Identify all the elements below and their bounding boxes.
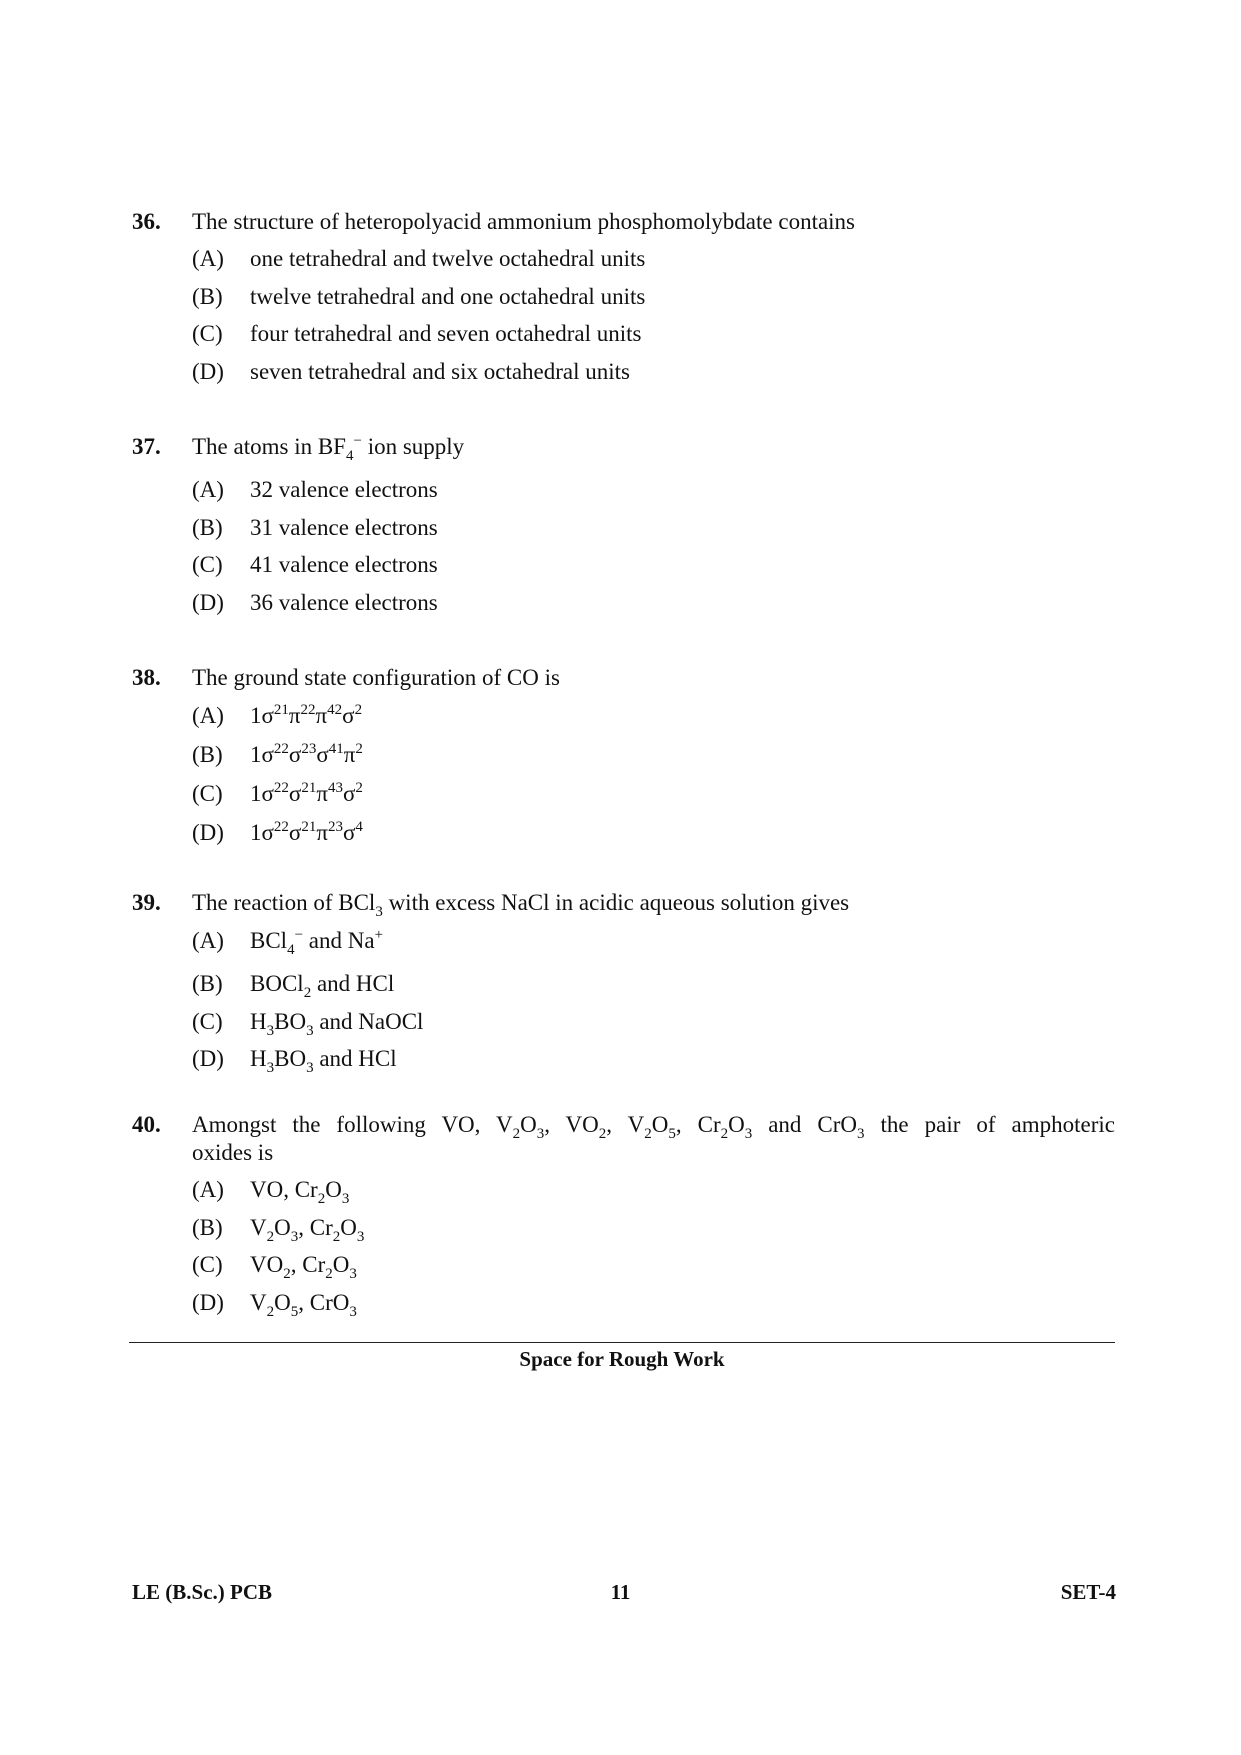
- option-text: $H_3BO_3$ and HCl: [250, 1046, 397, 1076]
- option-text: seven tetrahedral and six octahedral units: [250, 358, 630, 384]
- option-c: [132, 546, 1115, 584]
- option-label: (D): [192, 1046, 224, 1071]
- option-d: [132, 353, 1115, 391]
- option-label: (A): [192, 703, 224, 728]
- option-c: [132, 315, 1115, 353]
- option-b: [132, 735, 1115, 774]
- option-a: [132, 240, 1115, 278]
- option-d: [132, 1040, 1115, 1078]
- option-label: (B): [192, 742, 223, 767]
- option-label: (C): [192, 1252, 223, 1277]
- option-c: [132, 774, 1115, 813]
- question-text: Amongst the following VO, $V_2O_3$, $VO_2$, $V_2O_5$, $Cr_2O_3$ and CrO$_3$ the pair of amphoteric: [192, 1112, 1115, 1142]
- option-label: (D): [192, 820, 224, 845]
- option-text: one tetrahedral and twelve octahedral units: [250, 246, 646, 271]
- option-text: four tetrahedral and seven octahedral units: [250, 321, 642, 346]
- option-c: [132, 1003, 1115, 1041]
- question-38: [132, 664, 1115, 852]
- option-label: (B): [192, 1214, 223, 1240]
- footer-set-code: SET-4: [1060, 1580, 1116, 1604]
- option-label: (B): [192, 514, 223, 540]
- option-label: (B): [192, 971, 223, 996]
- option-b: [132, 1209, 1115, 1247]
- option-text: 32 valence electrons: [250, 477, 438, 502]
- option-d: [132, 1284, 1115, 1322]
- option-b: [132, 509, 1115, 547]
- option-b: [132, 965, 1115, 1003]
- question-text-continued: oxides is: [192, 1140, 274, 1165]
- option-label: (B): [192, 283, 223, 309]
- option-d: [132, 584, 1115, 622]
- option-label: (C): [192, 321, 223, 346]
- option-a: [132, 471, 1115, 509]
- footer-page-number: 11: [610, 1580, 631, 1604]
- option-text: BOCl$_2$ and HCl: [250, 971, 395, 1001]
- question-number: 40.: [132, 1112, 161, 1137]
- option-label: (A): [192, 928, 224, 953]
- question-number: 38.: [132, 665, 161, 690]
- question-text: The reaction of BCl$_3$ with excess NaCl in acidic aqueous solution gives: [192, 890, 850, 920]
- option-a: [132, 1171, 1115, 1209]
- option-text: $1\sigma^{21}\pi^{22}\pi^{42}\sigma^2$: [250, 702, 363, 728]
- option-c: [132, 1246, 1115, 1284]
- option-d: [132, 813, 1115, 852]
- question-text: The atoms in $BF_4^-$ ion supply: [192, 433, 465, 464]
- option-text: $H_3BO_3$ and NaOCl: [250, 1008, 424, 1039]
- option-text: VO, $Cr_2O_3$: [250, 1177, 350, 1207]
- rough-work-divider: [129, 1342, 1115, 1343]
- option-text: twelve tetrahedral and one octahedral units: [250, 283, 646, 309]
- option-text: BCl$_4$− and Na+: [250, 927, 384, 958]
- question-40: [132, 1111, 1115, 1321]
- option-label: (D): [192, 358, 224, 384]
- option-label: (C): [192, 1008, 223, 1034]
- option-label: (D): [192, 1289, 224, 1315]
- option-a: [132, 696, 1115, 735]
- option-text: $1\sigma^{22}\sigma^{21}\pi^{43}\sigma^2$: [250, 780, 363, 806]
- footer-exam-code: LE (B.Sc.) PCB: [132, 1580, 273, 1604]
- option-a: [132, 921, 1115, 965]
- option-text: 36 valence electrons: [250, 589, 438, 615]
- option-text: $V_2O_3$, $Cr_2O_3$: [250, 1214, 365, 1245]
- question-39: [132, 889, 1115, 1078]
- option-text: 41 valence electrons: [250, 552, 438, 577]
- option-label: (A): [192, 477, 224, 502]
- question-37: [132, 433, 1115, 621]
- option-text: $VO_2$, $Cr_2O_3$: [250, 1252, 357, 1282]
- question-text: The structure of heteropolyacid ammonium phosphomolybdate contains: [192, 209, 856, 234]
- option-text: $1\sigma^{22}\sigma^{21}\pi^{23}\sigma^4$: [250, 819, 363, 845]
- question-36: [132, 208, 1115, 390]
- option-label: (D): [192, 589, 224, 615]
- option-text: $V_2O_5$, CrO$_3$: [250, 1289, 357, 1320]
- option-label: (A): [192, 246, 224, 271]
- rough-work-label: Space for Rough Work: [519, 1347, 725, 1371]
- question-number: 36.: [132, 209, 161, 234]
- option-label: (A): [192, 1177, 224, 1202]
- option-label: (C): [192, 781, 223, 806]
- option-text: 31 valence electrons: [250, 514, 438, 540]
- question-number: 37.: [132, 434, 161, 459]
- option-label: (C): [192, 552, 223, 577]
- option-text: $1\sigma^{22}\sigma^{23}\sigma^{41}\pi^2$: [250, 741, 363, 767]
- option-b: [132, 278, 1115, 316]
- question-number: 39.: [132, 890, 161, 915]
- question-text: The ground state configuration of CO is: [192, 665, 560, 690]
